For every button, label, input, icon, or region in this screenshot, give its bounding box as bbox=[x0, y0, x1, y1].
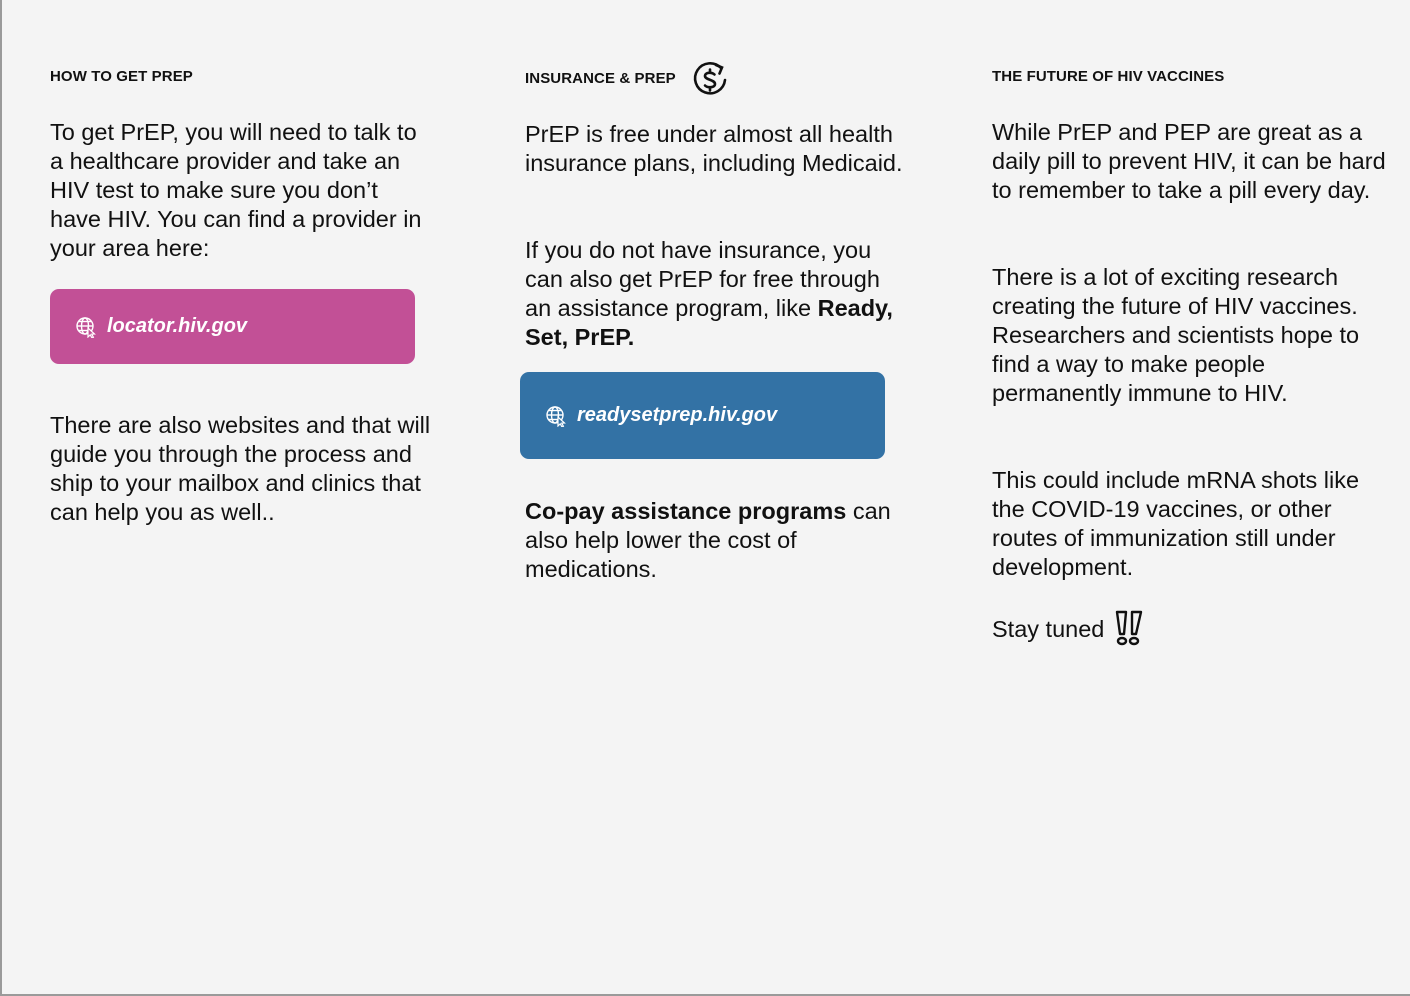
how-to-get-prep-heading: HOW TO GET PREP bbox=[50, 68, 193, 85]
insurance-paragraph-2-text: If you do not have insurance, you can also get PrEP for free through an assistance program, like bbox=[525, 237, 880, 321]
insurance-heading: INSURANCE & PREP bbox=[525, 70, 676, 87]
hiv-vaccines-paragraph-2: There is a lot of exciting research creating the future of HIV vaccines. Researchers and scientists hope to find a way to make people permanently immune to HIV. bbox=[992, 264, 1360, 406]
insurance-paragraph-1: PrEP is free under almost all health insurance plans, including Medicaid. bbox=[525, 121, 903, 176]
copay-emphasis: Co-pay assistance programs bbox=[525, 498, 847, 524]
how-to-get-prep-paragraph-2: There are also websites and that will guide you through the process and ship to your mailbox and clinics that can help you as well.. bbox=[50, 412, 431, 525]
readysetprep-link-button[interactable] bbox=[520, 372, 885, 459]
double-exclamation-icon bbox=[1114, 610, 1146, 648]
insurance-paragraph-3-text: can also help lower the cost of medications. bbox=[525, 498, 891, 582]
hiv-vaccines-paragraph-1: While PrEP and PEP are great as a daily pill to prevent HIV, it can be hard to remember to take a pill every day. bbox=[992, 119, 1386, 203]
hiv-vaccines-paragraph-3: This could include mRNA shots like the COVID-19 vaccines, or other routes of immunization still under development. bbox=[992, 467, 1360, 580]
how-to-get-prep-paragraph-1: To get PrEP, you will need to talk to a healthcare provider and take an HIV test to make sure you don’t have HIV. You can find a provider in your area here: bbox=[50, 119, 422, 261]
stay-tuned-text: Stay tuned bbox=[992, 615, 1105, 642]
insurance-paragraph-3 bbox=[525, 497, 910, 584]
locator-link-label: locator.hiv.gov bbox=[107, 315, 248, 337]
globe-cursor-icon bbox=[75, 316, 97, 338]
stay-tuned-line bbox=[992, 610, 1146, 648]
ready-set-prep-emphasis: Ready, Set, PrEP. bbox=[525, 295, 893, 350]
hiv-vaccines-heading: THE FUTURE OF HIV VACCINES bbox=[992, 68, 1225, 85]
readysetprep-link-label: readysetprep.hiv.gov bbox=[577, 404, 778, 426]
insurance-paragraph-2 bbox=[525, 236, 910, 352]
locator-link-button[interactable] bbox=[50, 289, 415, 364]
dollar-circle-icon bbox=[692, 61, 728, 104]
globe-cursor-icon bbox=[545, 405, 567, 427]
